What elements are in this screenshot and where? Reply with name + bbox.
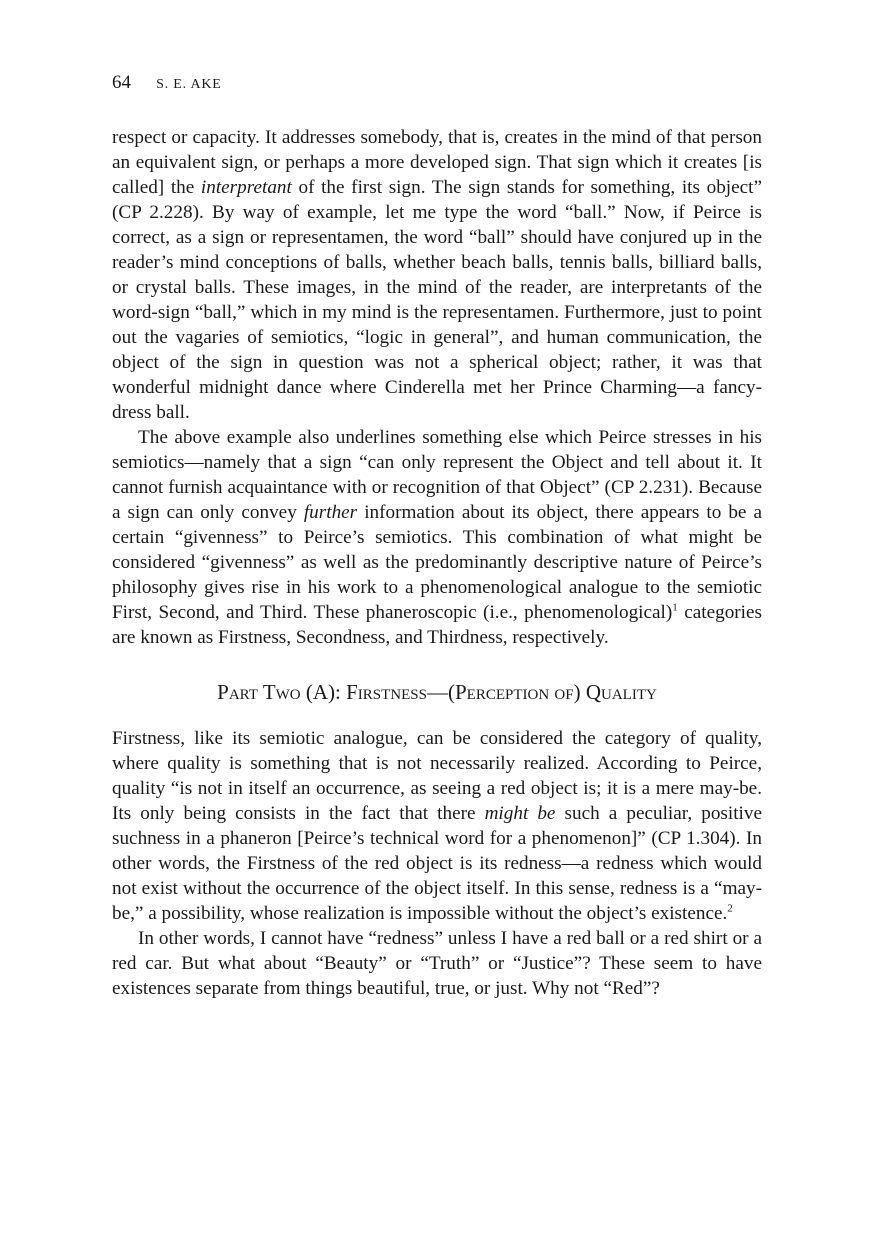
paragraph [112,926,762,1001]
section-heading: Part Two (A): Firstness—(Perception of) Quality [217,680,657,704]
italic-term: interpretant [200,177,292,198]
paragraph [112,425,762,650]
text-run: In other words, I cannot have “redness” unless I have a red ball or a red shirt or a red car. But what about “Beauty” or “Truth” or “Justice”? These seem to have existences separate from things beautiful, true, or just. Why not “Red”? [112,928,762,999]
text-run: categories are known as Firstness, Secondness, and Thirdness, respectively. [112,602,762,648]
text-run: Firstness, like its semiotic analogue, can be considered the category of quality, where quality is something that is not necessarily realized. According to Peirce, quality “is not in itself an occurrence, as seeing a red object is; it is a mere may-be. Its only being consists in the fact that there [112,728,762,824]
running-head-author: S. E. AKE [156,77,222,92]
text-run: of the first sign. The sign stands for something, its object” (CP 2.228). By way of example, let me type the word “ball.” Now, if Peirce is correct, as a sign or representamen, the word “ball” should have conjured up in the reader’s mind conceptions of balls, whether beach balls, tennis balls, billiard balls, or crystal balls. These images, in the mind of the reader, are interpretants of the word-sign “ball,” which in my mind is the representamen. Furthermore, just to point out the vagaries of semiotics, “logic in general”, and human communication, the object of the sign in question was not a spherical object; rather, it was that wonderful midnight dance where Cinderella met her Prince Charming—a fancy-dress ball. [112,177,762,423]
footnote-marker[interactable]: 1 [672,601,678,614]
text-run: The above example also underlines something else which Peirce stresses in his semiotics—namely that a sign “can only represent the Object and tell about it. It cannot furnish acquaintance with or recognition of that Object” (CP 2.231). Because a sign can only convey [112,427,762,523]
italic-term: might be [484,803,556,824]
paragraph [112,726,762,926]
footnote-marker[interactable]: 2 [727,902,733,915]
running-head [112,72,222,96]
text-run: information about its object, there appears to be a certain “givenness” to Peirce’s semiotics. This combination of what might be considered “givenness” as well as the predominantly descriptive nature of Peirce’s philosophy gives rise in his work to a phenomenological analogue to the semiotic First, Second, and Third. These phaneroscopic (i.e., phenomenological) [112,502,763,623]
paragraph [112,125,762,425]
page-number: 64 [112,72,131,93]
italic-term: further [303,502,358,523]
text-run: respect or capacity. It addresses somebody, that is, creates in the mind of that person an equivalent sign, or perhaps a more developed sign. That sign which it creates [is called] the [112,127,762,198]
body-text [112,125,762,1001]
text-run: such a peculiar, positive suchness in a phaneron [Peirce’s technical word for a phenomenon]” (CP 1.304). In other words, the Firstness of the red object is its redness—a redness which would not exist without the occurrence of the object itself. In this sense, redness is a “may-be,” a possibility, whose realization is impossible without the object’s existence. [112,803,762,924]
